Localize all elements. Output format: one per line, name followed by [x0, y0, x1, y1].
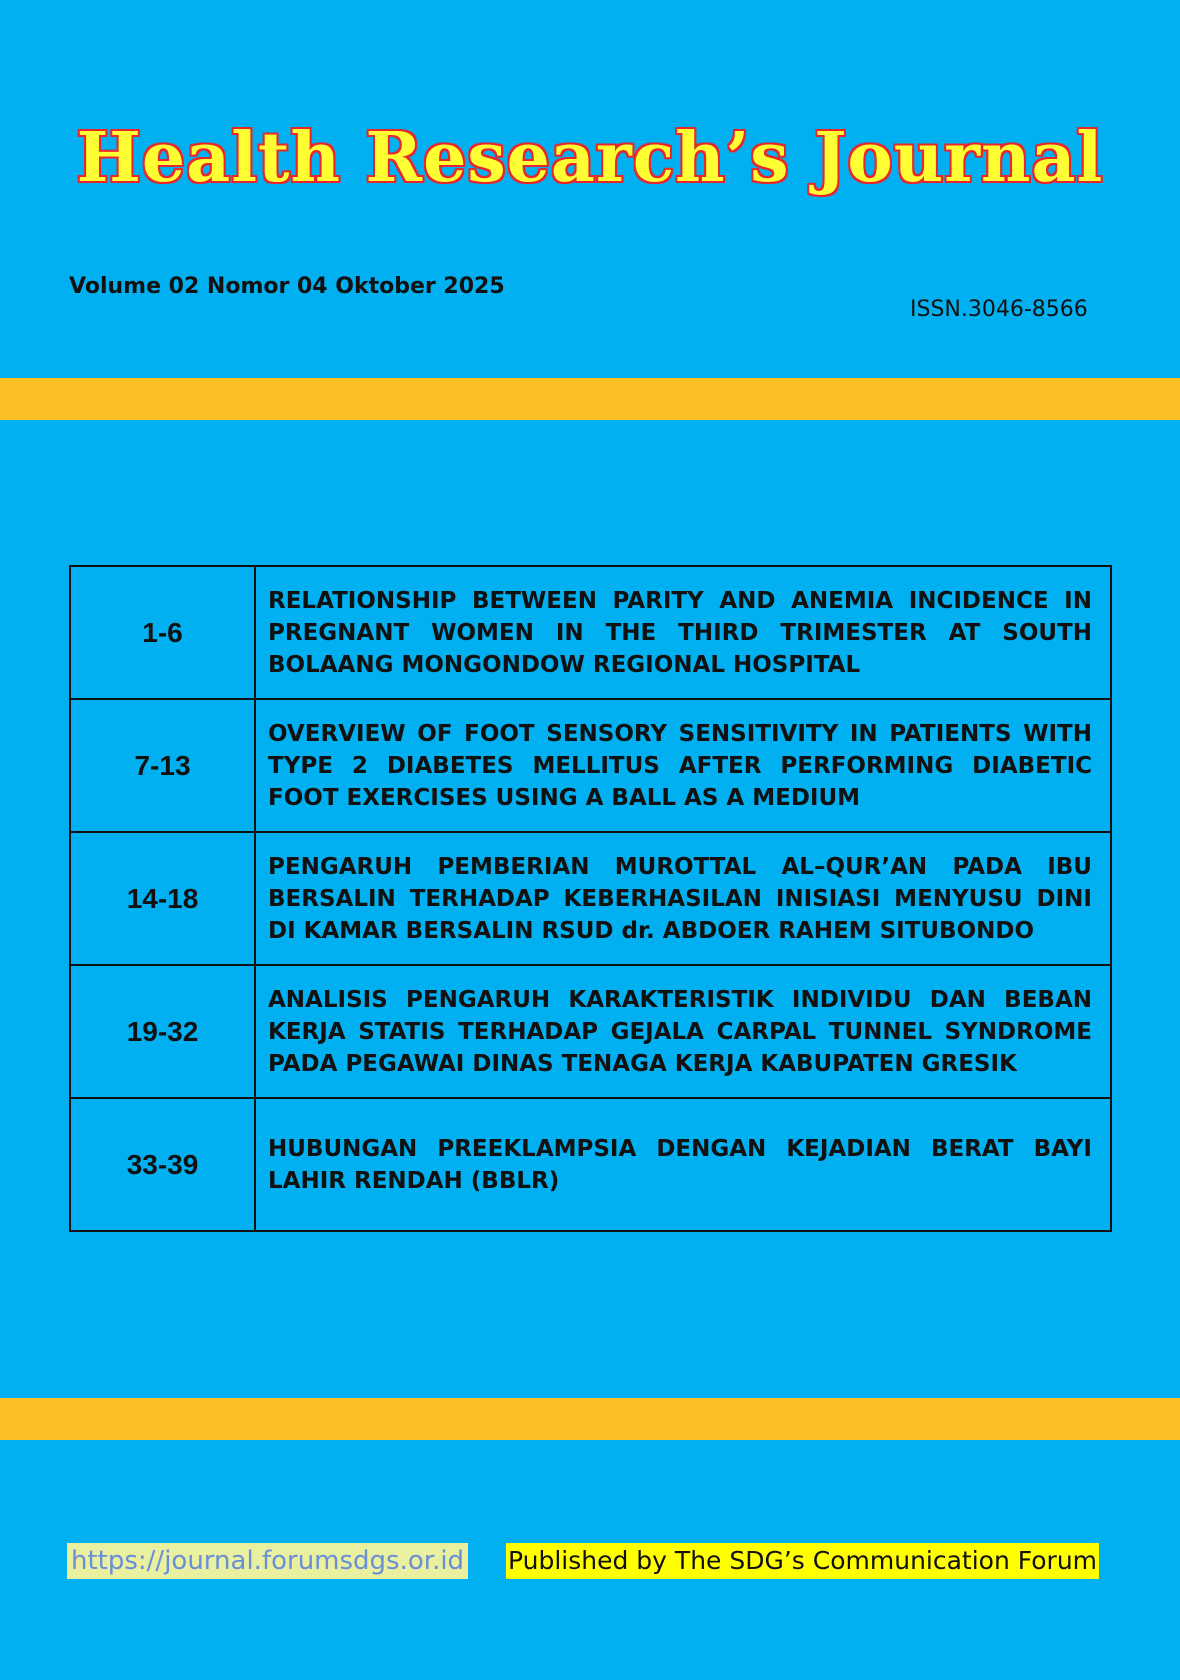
article-pages: 14-18: [70, 832, 255, 965]
article-title: PENGARUH PEMBERIAN MUROTTAL AL–QUR’AN PADA IBU BERSALIN TERHADAP KEBERHASILAN INISIASI MENYUSU DINI DI KAMAR BERSALIN RSUD dr. ABDOER RAHEM SITUBONDO: [255, 832, 1111, 965]
article-pages: 7-13: [70, 699, 255, 832]
issn-label: ISSN.3046-8566: [910, 297, 1088, 322]
table-of-contents: [69, 565, 1112, 1232]
article-title: OVERVIEW OF FOOT SENSORY SENSITIVITY IN PATIENTS WITH TYPE 2 DIABETES MELLITUS AFTER PERFORMING DIABETIC FOOT EXERCISES USING A BALL AS A MEDIUM: [255, 699, 1111, 832]
article-pages: 1-6: [70, 566, 255, 699]
article-title: RELATIONSHIP BETWEEN PARITY AND ANEMIA INCIDENCE IN PREGNANT WOMEN IN THE THIRD TRIMESTER AT SOUTH BOLAANG MONGONDOW REGIONAL HOSPITAL: [255, 566, 1111, 699]
bottom-accent-band: [0, 1398, 1180, 1440]
publisher-label: Published by The SDG’s Communication Forum: [506, 1543, 1099, 1579]
table-row: [70, 566, 1111, 699]
table-row: [70, 965, 1111, 1098]
article-title: HUBUNGAN PREEKLAMPSIA DENGAN KEJADIAN BERAT BAYI LAHIR RENDAH (BBLR): [255, 1098, 1111, 1231]
journal-url-link[interactable]: https://journal.forumsdgs.or.id: [67, 1543, 468, 1579]
table-row: [70, 832, 1111, 965]
top-accent-band: [0, 378, 1180, 420]
table-row: [70, 1098, 1111, 1231]
table-row: [70, 699, 1111, 832]
article-pages: 19-32: [70, 965, 255, 1098]
article-pages: 33-39: [70, 1098, 255, 1231]
article-title: ANALISIS PENGARUH KARAKTERISTIK INDIVIDU DAN BEBAN KERJA STATIS TERHADAP GEJALA CARPAL TUNNEL SYNDROME PADA PEGAWAI DINAS TENAGA KERJA KABUPATEN GRESIK: [255, 965, 1111, 1098]
journal-title: Health Research’s Journal: [76, 118, 1104, 198]
volume-issue-label: Volume 02 Nomor 04 Oktober 2025: [69, 274, 505, 299]
